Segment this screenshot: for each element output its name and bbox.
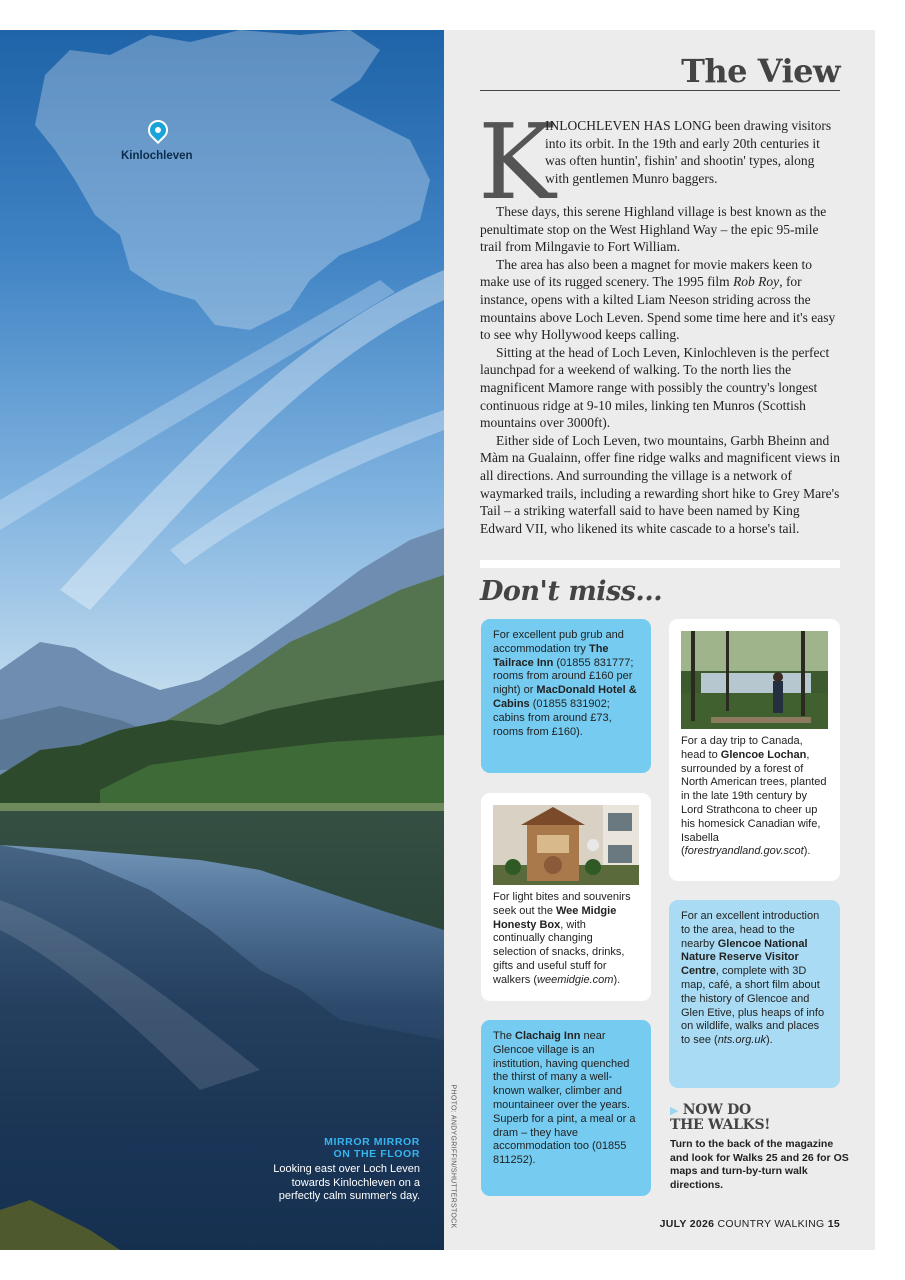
box-text: ). [613,973,621,986]
clachaig-inn-box [481,1020,651,1196]
box-text: (01855 831777; rooms from around £160 per night) or [493,656,634,697]
scotland-map [35,30,430,330]
now-do-heading-line: THE WALKS! [670,1117,771,1133]
article-intro: INLOCHLEVEN HAS LONG been drawing visitors into its orbit. In the 19th and early 20th centuries it was often huntin', fishin' and shootin' types, along with gentlemen Munro baggers. [545,118,832,186]
venue-name: Clachaig Inn [515,1030,581,1042]
box-text: For excellent pub grub and accommodation try [493,629,624,655]
box-text: For a day trip to Canada, head to [681,735,803,761]
box-text: near Glencoe village is an institution, having quenched the thirst of many a well-known walker, climber and mountaineer over the years. Superb for a pint, a meal or a dram – they have accommodation too (01855 811252). [493,1030,636,1167]
venue-name: MacDonald Hotel & Cabins [493,684,637,710]
box-text: , surrounded by a forest of North American trees, planted in the late 19th century by Lord Strathcona to cheer up his homesick Canadian wife, Isabella ( [681,748,827,858]
caption-title: MIRROR MIRROR ON THE FLOOR [324,1136,420,1160]
now-do-heading [670,1103,850,1132]
box-text: (01855 831902; cabins from around £73, rooms from £160). [493,697,612,738]
box-text: ). [803,845,811,858]
article-paragraph: Either side of Loch Leven, two mountains, Garbh Bheinn and Màm na Gualainn, offer fine ridge walks and magnificent views in all directions. And surrounding the village is a network of waymarked trails, including a rewarding short hike to Grey Mare's Tail – a striking waterfall said to have been named by King Edward VII, who likened its white cascade to a horse's tail. [480,432,841,536]
article-paragraph [480,256,842,344]
article-paragraph: These days, this serene Highland village is best known as the penultimate stop on the West Highland Way – the epic 95-mile trail from Milngavie to Fort William. [480,204,827,255]
website-text: nts.org.uk [717,1034,766,1047]
venue-name: Glencoe National Nature Reserve Visitor Centre [681,937,808,978]
page-number: 15 [827,1218,840,1230]
drop-cap: K [478,101,556,223]
paragraph-text: , for instance, opens with a kilted Liam Neeson striding across the mountains above Loch Leven. Spend some time here and it's easy to see why Hollywood keeps calling. [480,274,836,343]
now-do-the-walks [670,1103,850,1192]
wee-midgie-honesty-box-photo [493,805,639,885]
photo-caption [250,1136,420,1204]
box-text: , complete with 3D map, café, a short film about the history of Glencoe and Glen Etive, plus heaps of info on wildlife, walks and places to see ( [681,965,825,1047]
now-do-heading-line: NOW DO [682,1102,751,1118]
article-paragraph: Sitting at the head of Loch Leven, Kinlochleven is the perfect launchpad for a weekend of walking. To the north lies the magnificent Mamore range with possibly the country's longest continuous ridge at 9-10 miles, linking ten Munros (Scottish mountains over 3000ft). [480,344,830,431]
box-text: The [493,1030,516,1042]
photo-credit [444,1084,458,1250]
venue-name: Glencoe Lochan [720,748,807,761]
section-divider [480,560,840,568]
box-text: For an excellent introduction to the area, head to the nearby [681,910,820,950]
box-text: For light bites and souvenirs seek out the [493,891,631,917]
issue-date: JULY 2026 [659,1218,715,1230]
loch-leven-photo [0,30,444,1250]
page-title: The View [681,52,840,90]
title-divider [480,90,840,91]
landscape-illustration [0,30,444,1250]
box-text: , with continually changing selection of snacks, drinks, gifts and useful stuff for walkers ( [493,918,625,986]
venue-name: The Tailrace Inn [493,642,609,669]
photo-credit-text: PHOTO: ANDYGRIFFIN/SHUTTERSTOCK [449,1084,457,1229]
film-title: Rob Roy [733,274,780,290]
now-do-text: Turn to the back of the magazine and look for Walks 25 and 26 for OS maps and turn-by-turn walk directions. [670,1138,849,1191]
dont-miss-heading: Don't miss... [480,576,663,607]
glencoe-lochan-photo [681,631,828,729]
box-text: ). [766,1034,773,1047]
nature-reserve-box [669,900,840,1088]
website-text: weemidgie.com [537,973,614,986]
triangle-arrow-icon: ▶ [670,1104,679,1117]
caption-text: Looking east over Loch Leven towards Kinlochleven on a perfectly calm summer's day. [273,1163,420,1202]
glencoe-lochan-box [669,619,840,881]
wee-midgie-box [481,793,651,1001]
page-footer [660,1218,840,1230]
magazine-name: COUNTRY WALKING [717,1218,825,1230]
paragraph-text: The area has also been a magnet for movie makers keen to make use of its rugged scenery. The 1995 film [480,256,812,290]
website-text: forestryandland.gov.scot [684,845,804,858]
tailrace-inn-box [481,619,651,773]
magazine-page [0,30,875,1250]
map-location-label: Kinlochleven [121,150,193,162]
article-body [480,203,842,537]
venue-name: Wee Midgie Honesty Box [493,904,617,931]
